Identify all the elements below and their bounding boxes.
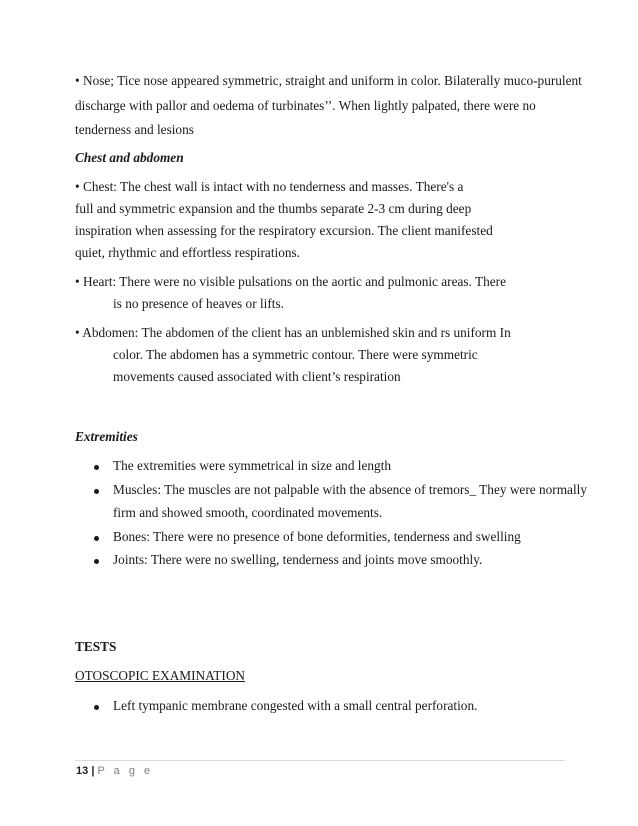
bullet-icon bbox=[94, 705, 99, 710]
extremities-item-1: The extremities were symmetrical in size and length bbox=[113, 458, 392, 473]
nose-line-1: • Nose; Tice nose appeared symmetric, straight and uniform in color. Bilaterally muco-purulent bbox=[75, 73, 582, 88]
chest-line-2: full and symmetric expansion and the thumbs separate 2-3 cm during deep bbox=[75, 201, 472, 216]
extremities-item-3: Bones: There were no presence of bone deformities, tenderness and swelling bbox=[113, 529, 521, 544]
heart-line-2: is no presence of heaves or lifts. bbox=[113, 296, 284, 311]
page-label: P a g e bbox=[97, 765, 154, 777]
abdomen-line-1: • Abdomen: The abdomen of the client has an unblemished skin and rs uniform In bbox=[75, 325, 511, 340]
chest-line-3: inspiration when assessing for the respiratory excursion. The client manifested bbox=[75, 223, 493, 238]
nose-line-3: tenderness and lesions bbox=[75, 122, 194, 137]
bullet-icon bbox=[94, 536, 99, 541]
tests-item-1: Left tympanic membrane congested with a small central perforation. bbox=[113, 698, 478, 713]
tests-heading: TESTS bbox=[75, 639, 117, 654]
abdomen-line-3: movements caused associated with client’s respiration bbox=[113, 369, 401, 384]
chest-abdomen-heading: Chest and abdomen bbox=[75, 150, 184, 165]
footer-divider bbox=[75, 760, 565, 761]
nose-line-2: discharge with pallor and oedema of turbinates’’. When lightly palpated, there were no bbox=[75, 98, 536, 113]
extremities-heading: Extremities bbox=[75, 429, 138, 444]
extremities-item-2-line-2: firm and showed smooth, coordinated movements. bbox=[113, 505, 383, 520]
heart-line-1: • Heart: There were no visible pulsations on the aortic and pulmonic areas. There bbox=[75, 274, 506, 289]
extremities-item-2-line-1: Muscles: The muscles are not palpable with the absence of tremors_ They were normally bbox=[113, 482, 587, 497]
page-footer bbox=[76, 765, 153, 777]
abdomen-line-2: color. The abdomen has a symmetric contour. There were symmetric bbox=[113, 347, 478, 362]
bullet-icon bbox=[94, 559, 99, 564]
page-number: 13 bbox=[76, 765, 89, 777]
bullet-icon bbox=[94, 489, 99, 494]
extremities-item-4: Joints: There were no swelling, tenderness and joints move smoothly. bbox=[113, 552, 483, 567]
chest-line-1: • Chest: The chest wall is intact with no tenderness and masses. There's a bbox=[75, 179, 464, 194]
footer-separator: | bbox=[91, 765, 95, 777]
otoscopic-heading: OTOSCOPIC EXAMINATION bbox=[75, 668, 246, 683]
chest-line-4: quiet, rhythmic and effortless respirations. bbox=[75, 245, 301, 260]
bullet-icon bbox=[94, 465, 99, 470]
